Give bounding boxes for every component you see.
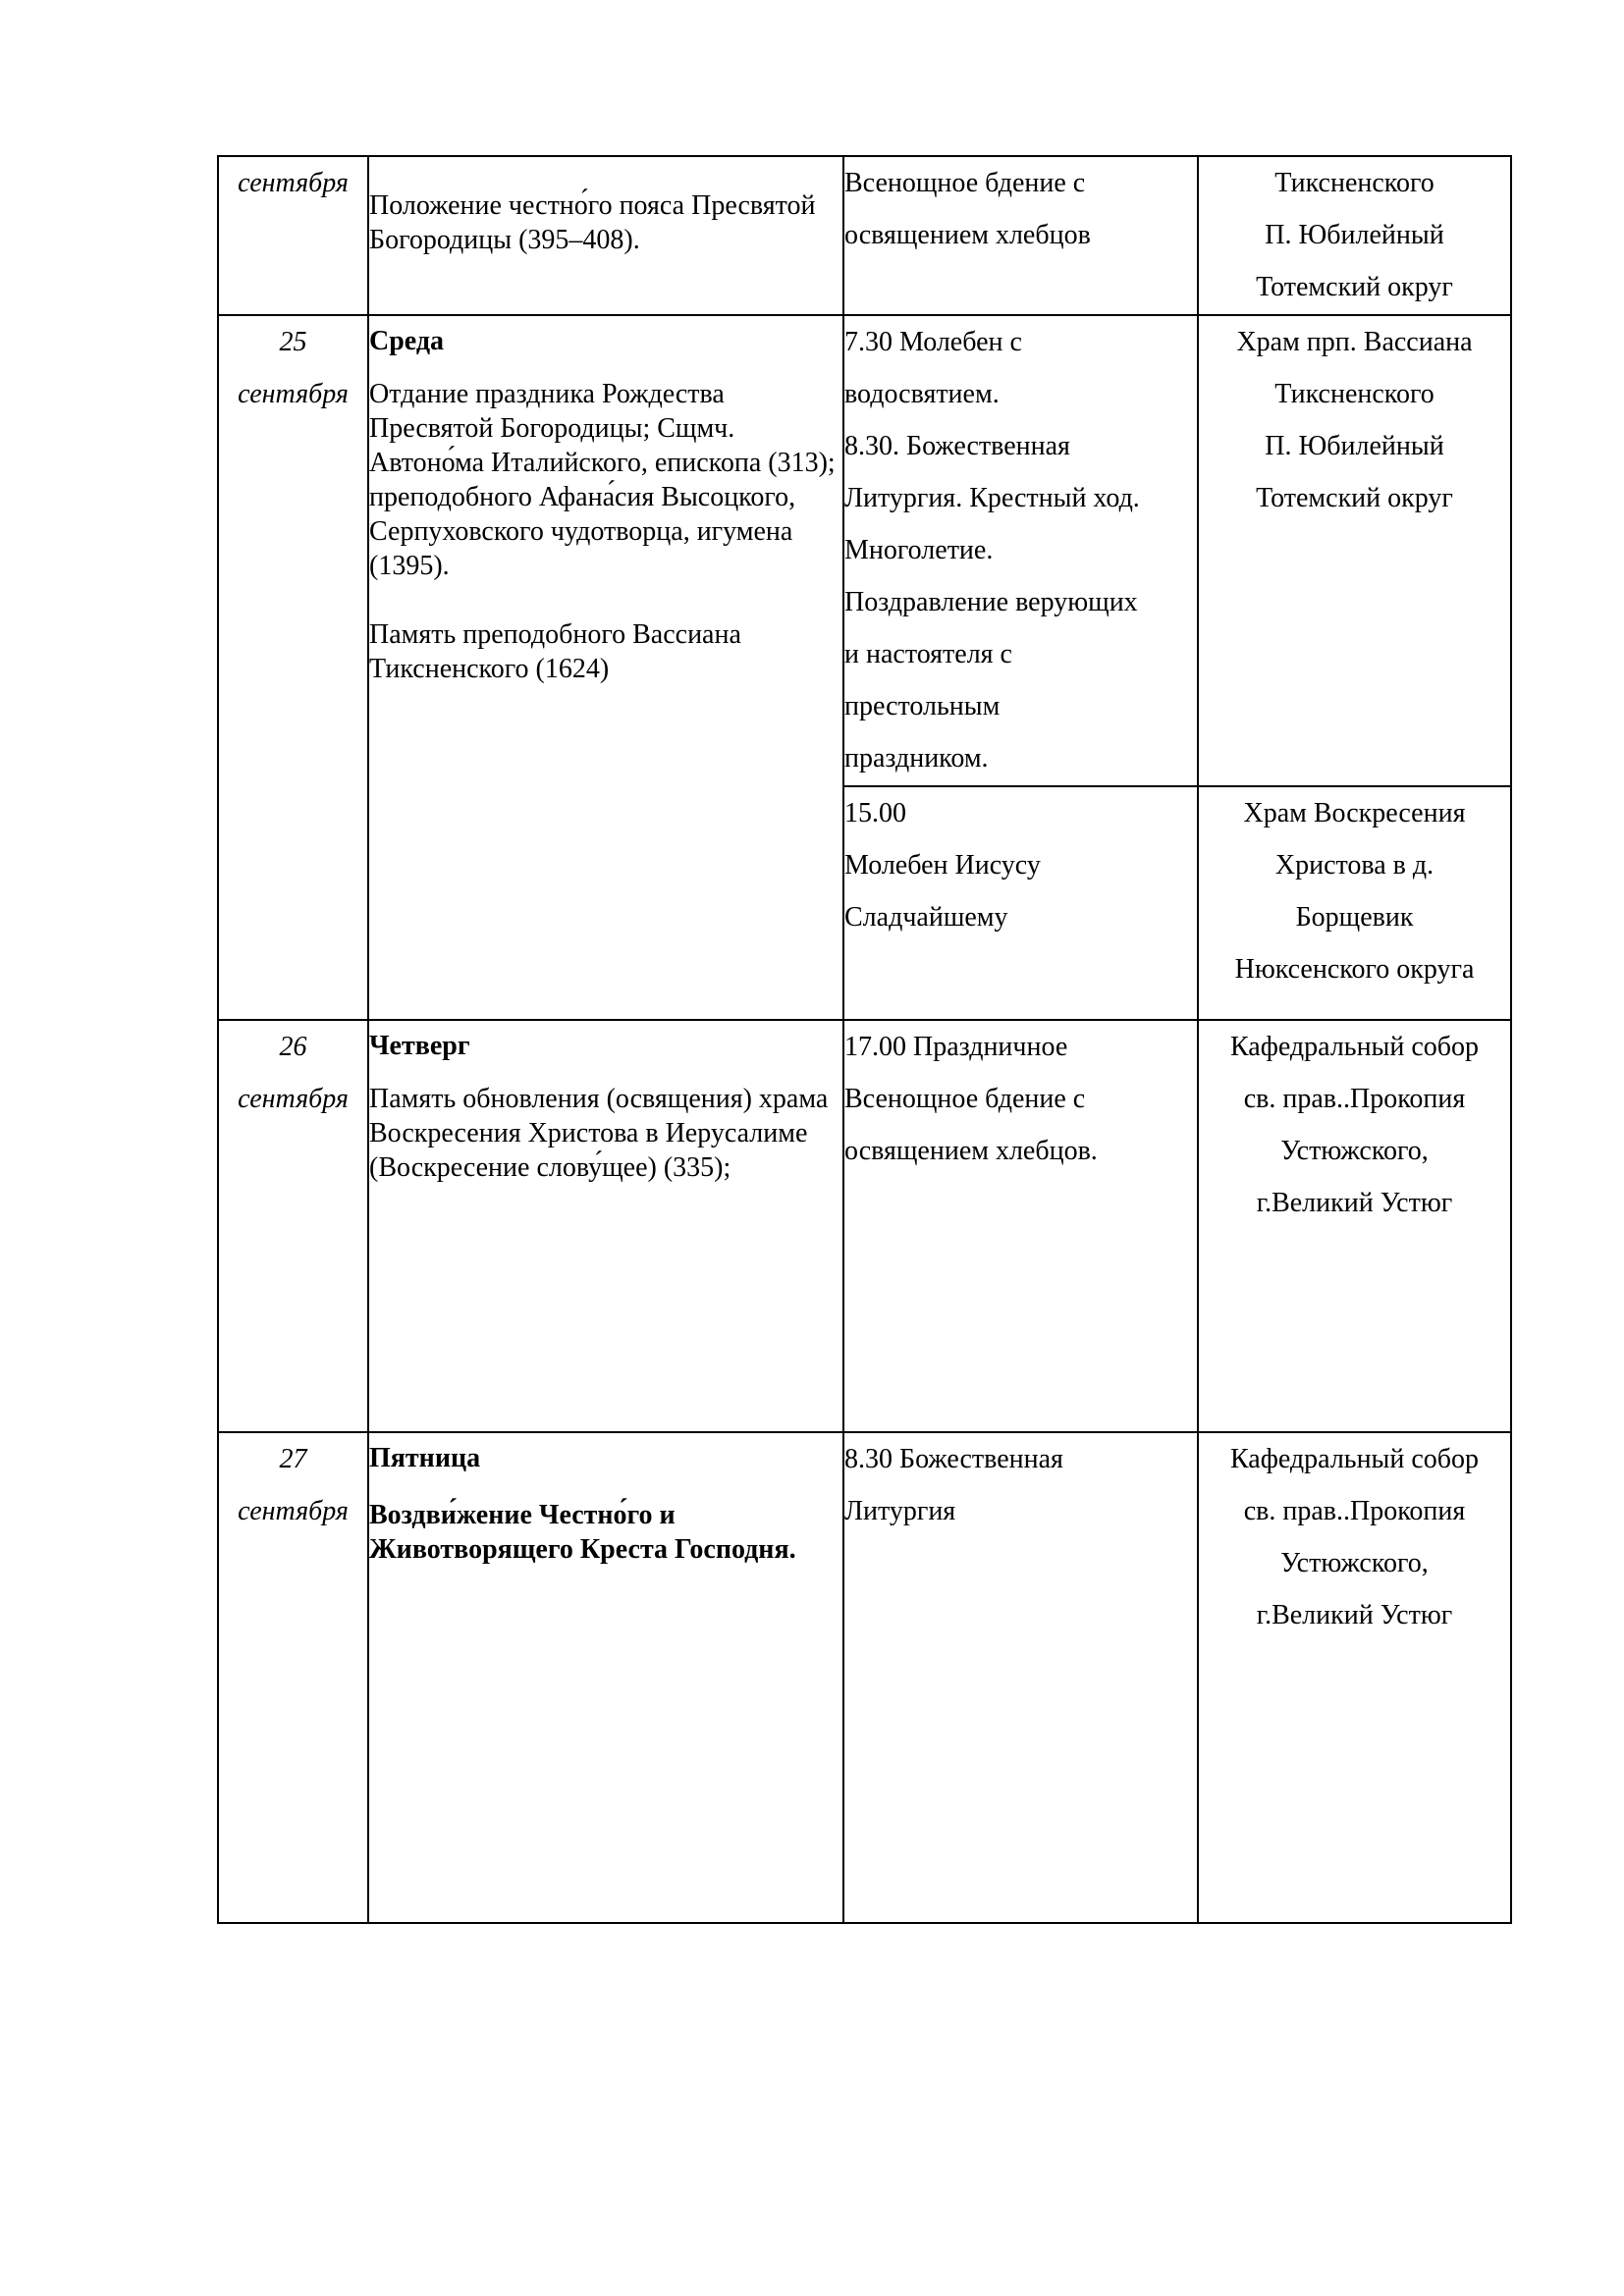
service-line: 17.00 Праздничное bbox=[844, 1032, 1068, 1062]
weekday-title: Четверг bbox=[369, 1031, 470, 1061]
place-line: Кафедральный собор bbox=[1229, 1444, 1480, 1474]
service-line: освящением хлебцов. bbox=[844, 1136, 1098, 1166]
service-line: водосвятием. bbox=[844, 379, 1000, 409]
place-line: Храм прп. Вассиана bbox=[1236, 327, 1473, 357]
description-cell bbox=[368, 1020, 843, 1432]
date-cell bbox=[218, 1432, 368, 1923]
service-line: 7.30 Молебен с bbox=[844, 327, 1022, 357]
place-line: Нюксенского округа bbox=[1234, 954, 1475, 985]
service-line: Молебен Иисусу bbox=[844, 850, 1041, 881]
date-day: 26 bbox=[279, 1032, 307, 1062]
description-cell bbox=[368, 156, 843, 315]
service-line: Сладчайшему bbox=[844, 902, 1008, 933]
service-line: Литургия. Крестный ход. bbox=[844, 483, 1140, 513]
place-line: Кафедральный собор bbox=[1229, 1032, 1480, 1062]
place-line: св. прав..Прокопия bbox=[1243, 1084, 1466, 1114]
place-line: г.Великий Устюг bbox=[1256, 1188, 1453, 1218]
service-line: 8.30. Божественная bbox=[844, 431, 1070, 461]
place-line: Тотемский округ bbox=[1256, 272, 1453, 302]
date-cell bbox=[218, 1020, 368, 1432]
place-line: Тиксненского bbox=[1274, 379, 1435, 409]
place-line: Тотемский округ bbox=[1256, 483, 1453, 513]
place-cell bbox=[1198, 315, 1511, 786]
date-day: 27 bbox=[279, 1444, 307, 1474]
date-month: сентября bbox=[238, 379, 349, 409]
service-line: Поздравление верующих bbox=[844, 587, 1138, 617]
date-cell bbox=[218, 156, 368, 315]
service-line: Многолетие. bbox=[844, 535, 994, 565]
place-line: Тиксненского bbox=[1274, 168, 1435, 198]
service-line: Всенощное бдение с bbox=[844, 1084, 1086, 1114]
place-line: Христова в д. bbox=[1274, 850, 1435, 881]
description-text: Память преподобного Вассиана Тиксненского (1624) bbox=[369, 619, 741, 684]
weekday-title: Пятница bbox=[369, 1443, 481, 1473]
place-line: П. Юбилейный bbox=[1265, 431, 1444, 461]
feast-title: Воздви́жение Честно́го и Животворящего Креста Господня. bbox=[369, 1500, 796, 1565]
service-line: 8.30 Божественная bbox=[844, 1444, 1063, 1474]
place-line: Устюжского, bbox=[1280, 1136, 1429, 1166]
place-line: г.Великий Устюг bbox=[1256, 1600, 1453, 1630]
weekday-title: Среда bbox=[369, 326, 445, 356]
service-cell bbox=[843, 786, 1198, 1020]
service-cell bbox=[843, 315, 1198, 786]
place-line: Борщевик bbox=[1295, 902, 1414, 933]
description-cell bbox=[368, 315, 843, 1020]
schedule-table bbox=[217, 155, 1512, 1924]
date-month: сентября bbox=[238, 1084, 349, 1114]
service-cell bbox=[843, 1432, 1198, 1923]
place-line: Храм Воскресения bbox=[1243, 798, 1466, 828]
place-cell bbox=[1198, 1432, 1511, 1923]
service-line: Литургия bbox=[844, 1496, 956, 1526]
place-line: П. Юбилейный bbox=[1265, 220, 1444, 250]
service-line: Всенощное бдение с bbox=[844, 168, 1086, 198]
place-cell bbox=[1198, 786, 1511, 1020]
service-line: престольным bbox=[844, 691, 1001, 721]
date-month: сентября bbox=[238, 168, 349, 198]
place-line: Устюжского, bbox=[1280, 1548, 1429, 1578]
service-line: и настоятеля с bbox=[844, 639, 1012, 669]
service-cell bbox=[843, 156, 1198, 315]
table-row bbox=[218, 1432, 1511, 1923]
place-cell bbox=[1198, 1020, 1511, 1432]
service-line: праздником. bbox=[844, 743, 989, 774]
description-text: Память обновления (освящения) храма Воскресения Христова в Иерусалиме (Воскресение слову́щее) (335); bbox=[369, 1084, 829, 1183]
description-text: Отдание праздника Рождества Пресвятой Богородицы; Сщмч. Автоно́ма Италийского, епископа (313); преподобного Афана́сия Высоцкого, Серпуховского чудотворца, игумена (1395). bbox=[369, 379, 836, 581]
place-line: св. прав..Прокопия bbox=[1243, 1496, 1466, 1526]
description-cell bbox=[368, 1432, 843, 1923]
place-cell bbox=[1198, 156, 1511, 315]
date-day: 25 bbox=[279, 327, 307, 357]
date-month: сентября bbox=[238, 1496, 349, 1526]
service-line: 15.00 bbox=[844, 798, 906, 828]
table-row bbox=[218, 1020, 1511, 1432]
description-text: Положение честно́го пояса Пресвятой Богородицы (395–408). bbox=[369, 190, 816, 255]
service-cell bbox=[843, 1020, 1198, 1432]
service-line: освящением хлебцов bbox=[844, 220, 1091, 250]
date-cell bbox=[218, 315, 368, 1020]
table-row bbox=[218, 156, 1511, 315]
table-row bbox=[218, 315, 1511, 786]
